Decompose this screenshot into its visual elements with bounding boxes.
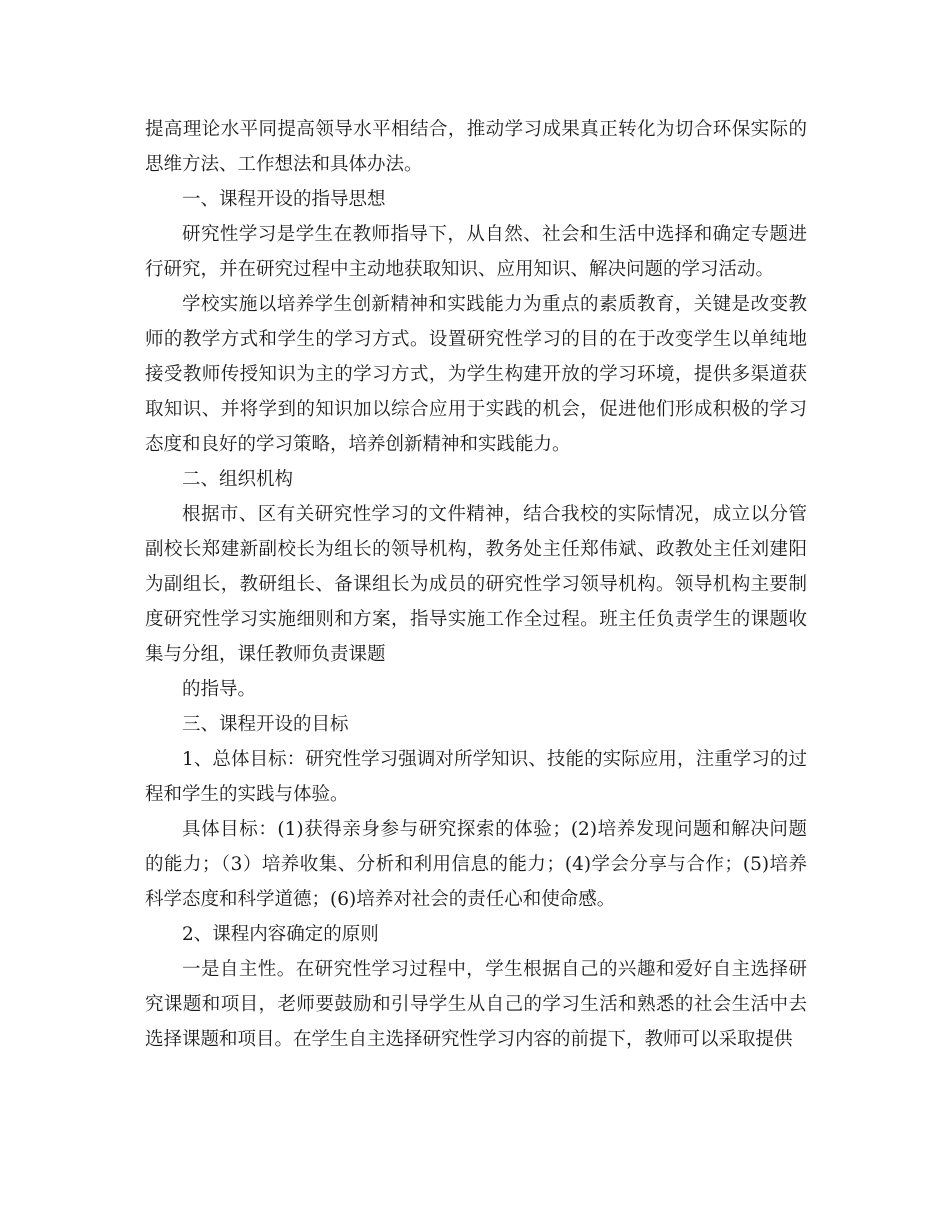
- section-heading-course-goals: 三、课程开设的目标: [182, 714, 349, 735]
- section-heading-guiding-ideology: 一、课程开设的指导思想: [182, 189, 386, 210]
- document-body: [145, 112, 807, 1057]
- paragraph-research-learning-definition: 研究性学习是学生在教师指导下，从自然、社会和生活中选择和确定专题进行研究，并在研究过程中主动地获取知识、应用知识、解决问题的学习活动。: [145, 224, 807, 280]
- paragraph-specific-goals: 具体目标：(1)获得亲身参与研究探索的体验；(2)培养发现问题和解决问题的能力；（3）培养收集、分析和利用信息的能力；(4)学会分享与合作；(5)培养科学态度和科学道德；(6)培养对社会的责任心和使命感。: [145, 819, 807, 910]
- paragraph-guidance: 的指导。: [182, 679, 257, 700]
- section-heading-organization: 二、组织机构: [182, 469, 294, 490]
- paragraph-school-implementation: 学校实施以培养学生创新精神和实践能力为重点的素质教育，关键是改变教师的教学方式和学生的学习方式。设置研究性学习的目的在于改变学生以单纯地接受教师传授知识为主的学习方式，为学生构建开放的学习环境，提供多渠道获取知识、并将学到的知识加以综合应用于实践的机会，促进他们形成积极的学习态度和良好的学习策略，培养创新精神和实践能力。: [145, 294, 807, 455]
- paragraph-overall-goal: 1、总体目标：研究性学习强调对所学知识、技能的实际应用，注重学习的过程和学生的实践与体验。: [145, 749, 807, 805]
- section-heading-content-principles: 2、课程内容确定的原则: [182, 924, 379, 945]
- paragraph-organization-details: 根据市、区有关研究性学习的文件精神，结合我校的实际情况，成立以分管副校长郑建新副校长为组长的领导机构，教务处主任郑伟斌、政教处主任刘建阳为副组长，教研组长、备课组长为成员的研究性学习领导机构。领导机构主要制度研究性学习实施细则和方案，指导实施工作全过程。班主任负责学生的课题收集与分组，课任教师负责课题: [145, 504, 807, 665]
- paragraph-autonomy-principle: 一是自主性。在研究性学习过程中，学生根据自己的兴趣和爱好自主选择研究课题和项目，老师要鼓励和引导学生从自己的学习生活和熟悉的社会生活中去选择课题和项目。在学生自主选择研究性学习内容的前提下，教师可以采取提供: [145, 959, 807, 1050]
- paragraph-1: 提高理论水平同提高领导水平相结合，推动学习成果真正转化为切合环保实际的思维方法、工作想法和具体办法。: [145, 119, 807, 175]
